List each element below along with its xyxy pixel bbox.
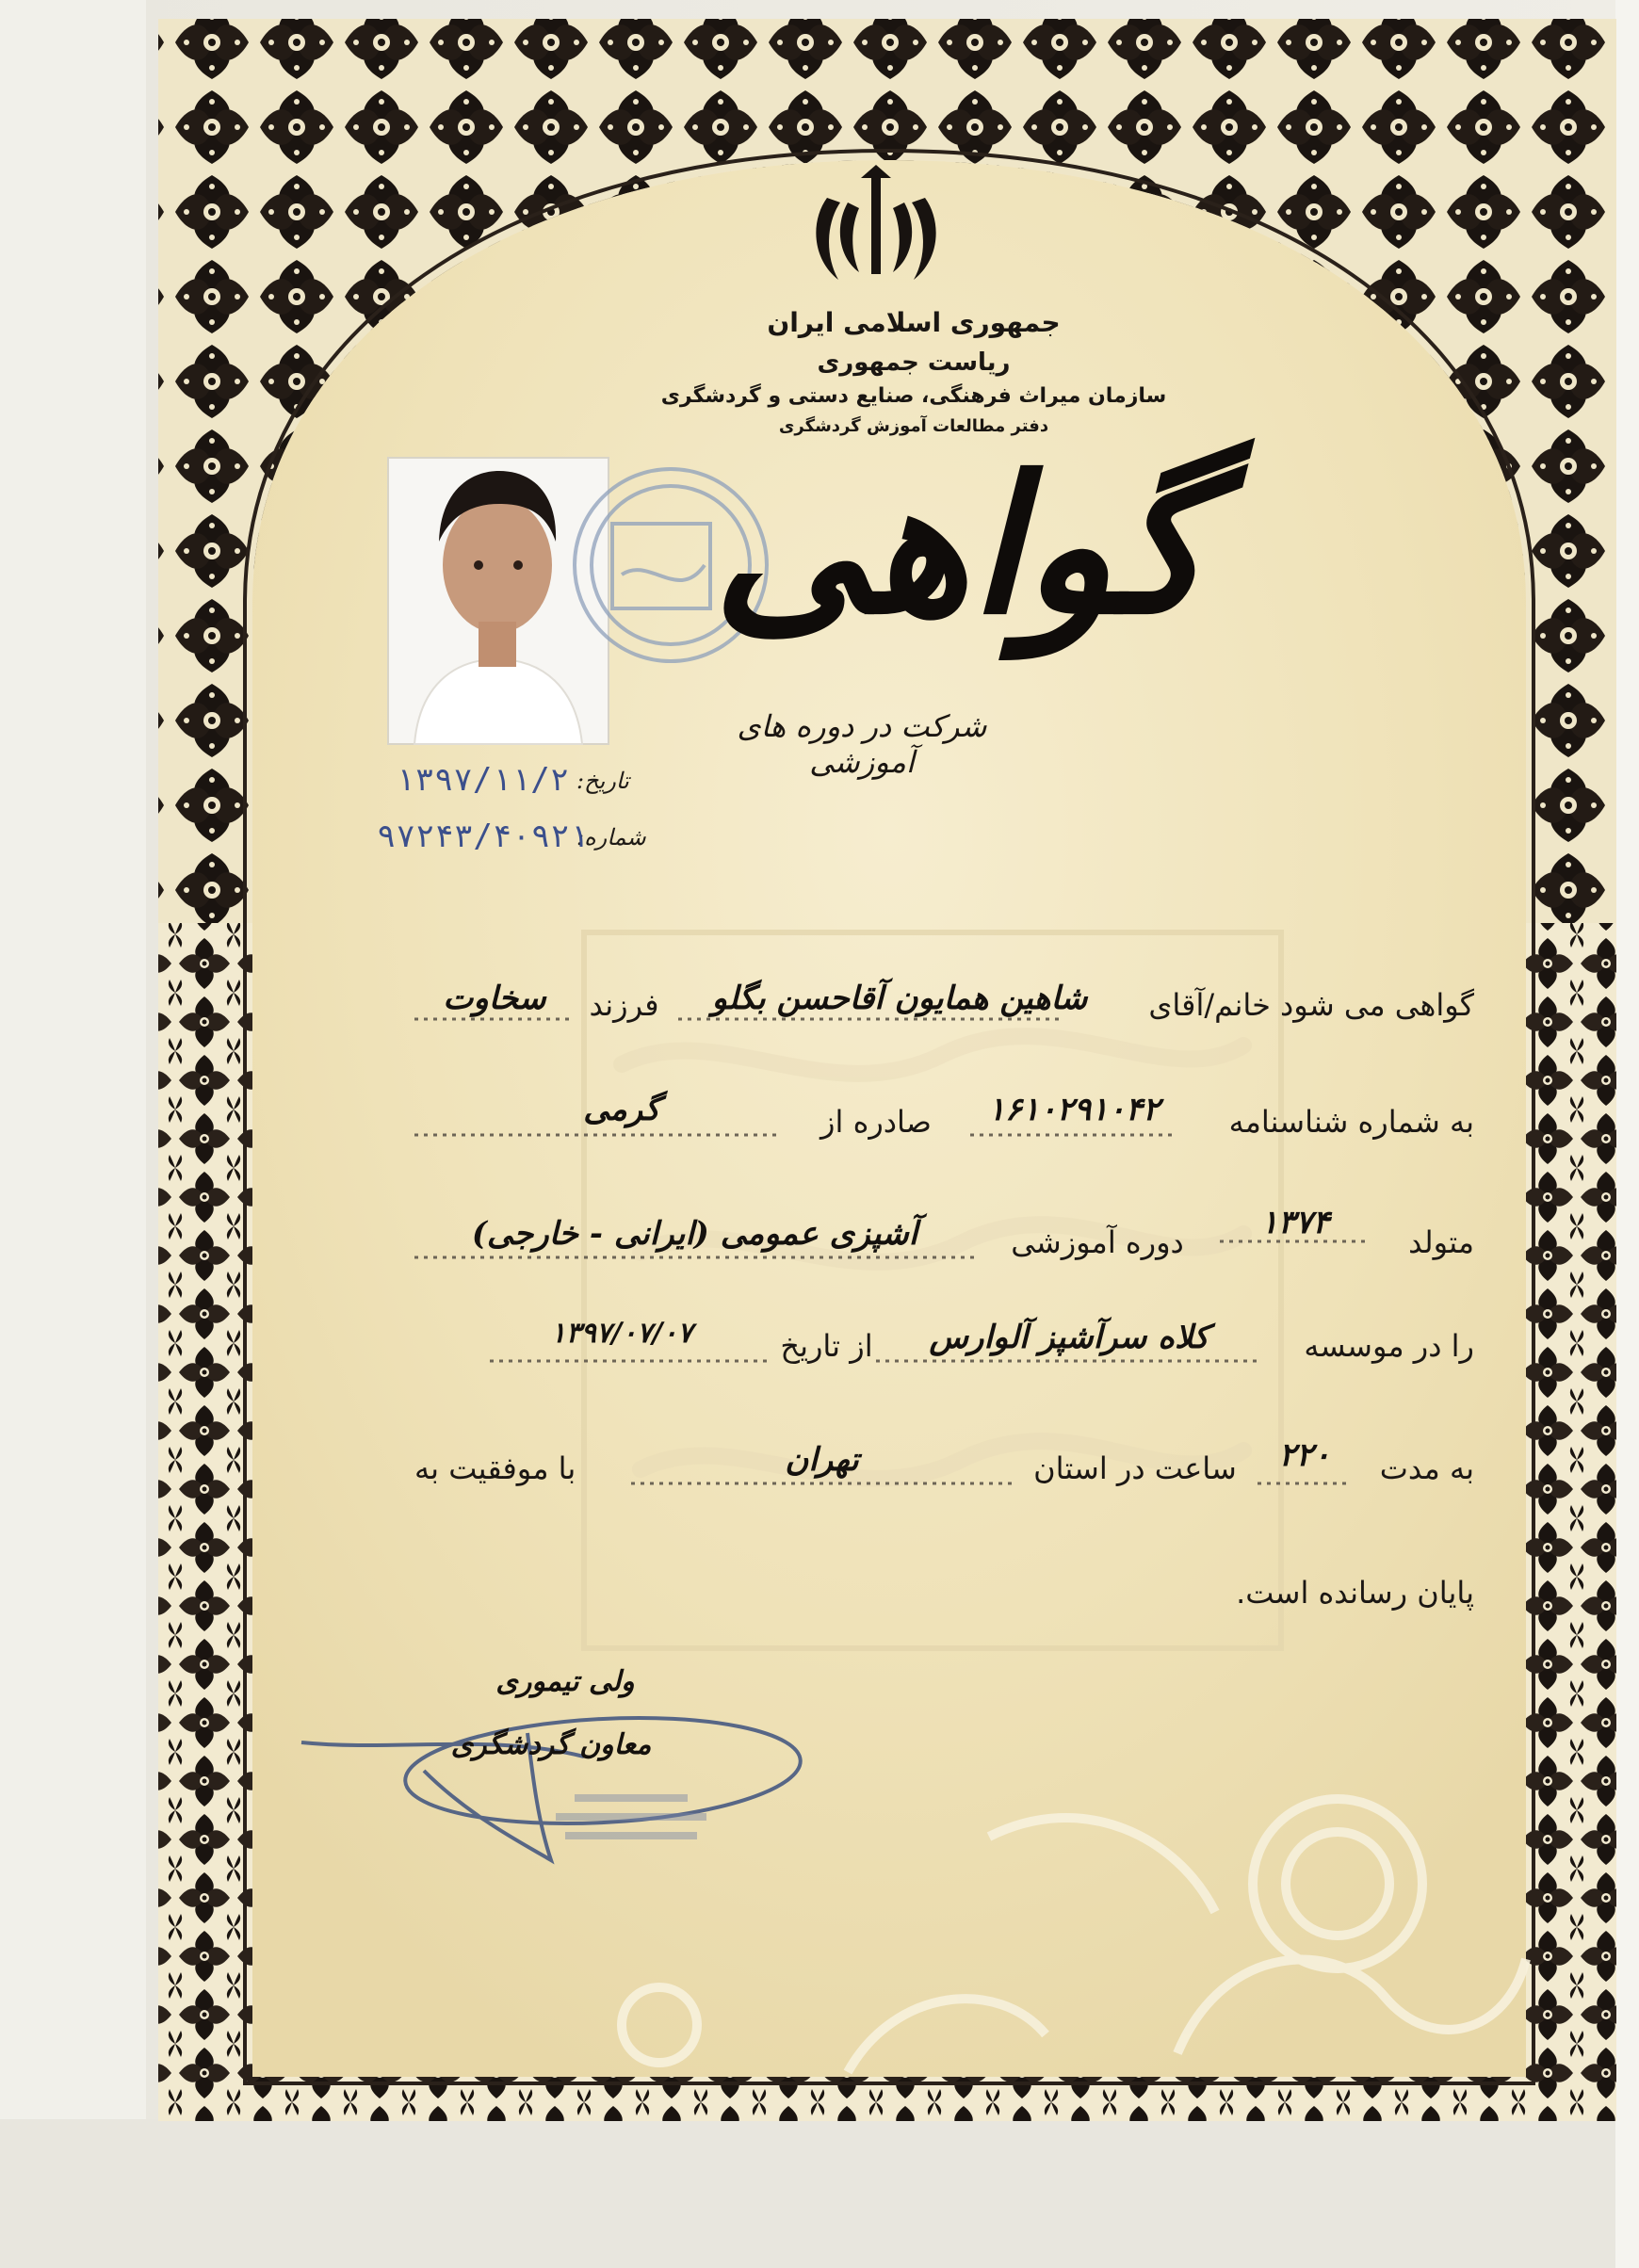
certificate-title: گواهی xyxy=(712,435,1209,656)
portrait-photo xyxy=(388,458,609,744)
line5-duration-label: به مدت xyxy=(1379,1450,1474,1486)
certificate-subtitle: شرکت در دوره های آموزشی xyxy=(737,708,987,780)
line3-born-label: متولد xyxy=(1408,1224,1474,1260)
presidency: ریاست جمهوری xyxy=(817,348,1011,377)
number-value: ۹۷۲۴۳/۴۰۹۲۱ xyxy=(377,818,590,855)
line1-prefix: گواهی می شود خانم/آقای xyxy=(1148,987,1474,1023)
line6-end: پایان رسانده است. xyxy=(1236,1575,1474,1611)
line1-child-of: فرزند xyxy=(589,987,659,1023)
country-name: جمهوری اسلامی ایران xyxy=(767,307,1061,338)
signatory-name: ولی تیموری xyxy=(495,1665,635,1698)
line4-from-date-label: از تاریخ xyxy=(780,1328,873,1364)
institute-name: کلاه سرآشپز آلوارس xyxy=(929,1319,1209,1356)
issued-from: گرمی xyxy=(583,1091,660,1128)
line2-issued-label: صادره از xyxy=(820,1104,932,1140)
father-name: سخاوت xyxy=(443,980,546,1017)
office-name: دفتر مطالعات آموزش گردشگری xyxy=(778,416,1049,436)
line3-course-label: دوره آموزشی xyxy=(1011,1224,1184,1260)
from-date: ۱۳۹۷/۰۷/۰۷ xyxy=(550,1317,693,1350)
hours: ۲۲۰ xyxy=(1278,1436,1331,1474)
date-label: تاریخ: xyxy=(576,768,629,794)
organization-name: سازمان میراث فرهنگی، صنایع دستی و گردشگری xyxy=(660,384,1167,408)
line5-hours-province-label: ساعت در استان xyxy=(1033,1450,1237,1486)
province: تهران xyxy=(785,1441,859,1479)
line2-id-label: به شماره شناسنامه xyxy=(1228,1104,1474,1140)
course-name: آشپزی عمومی (ایرانی - خارجی) xyxy=(471,1215,918,1253)
date-value: ۱۳۹۷/۱۱/۲ xyxy=(396,761,570,799)
line4-institute-label: را در موسسه xyxy=(1304,1328,1474,1364)
id-number: ۱۶۱۰۲۹۱۰۴۲ xyxy=(987,1091,1160,1128)
holder-name: شاهین همایون آقاحسن بگلو xyxy=(711,980,1088,1017)
signatory-position: معاون گردشگری xyxy=(450,1728,652,1761)
number-label: شماره: xyxy=(576,824,646,850)
birth-year: ۱۳۷۴ xyxy=(1260,1204,1330,1241)
line5-success-label: با موفقیت به xyxy=(414,1450,576,1486)
